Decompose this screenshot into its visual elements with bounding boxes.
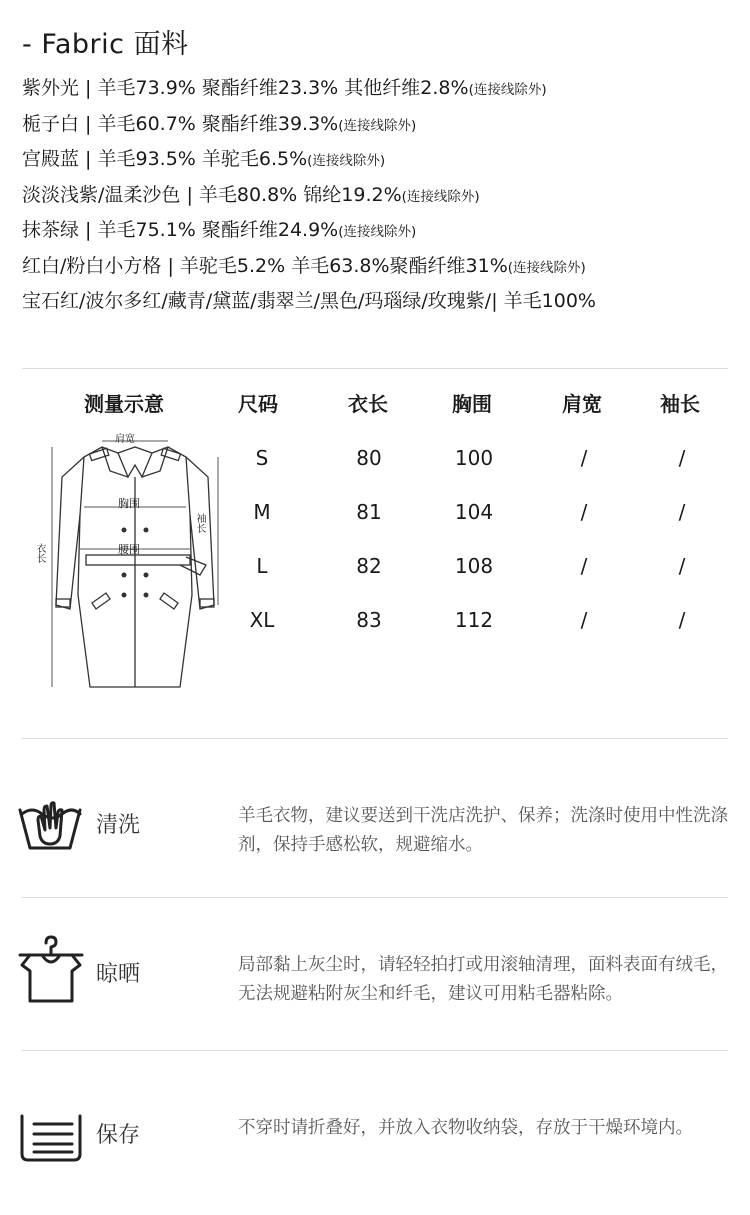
size-cell: L — [256, 554, 268, 578]
sleeve-cell: / — [678, 446, 686, 470]
length-cell: 83 — [356, 608, 382, 632]
divider — [22, 897, 728, 898]
hanging-dry-icon — [16, 935, 84, 1003]
coat-measurement-diagram — [34, 425, 225, 700]
care-label: 保存 — [96, 1123, 141, 1148]
length-cell: 81 — [356, 500, 382, 524]
shoulder-cell: / — [580, 500, 588, 524]
coat-outline-icon — [40, 425, 225, 700]
fabric-line: 宫殿蓝 | 羊毛93.5% 羊驼毛6.5%(连接线除外) — [22, 148, 386, 170]
header-sleeve: 袖长 — [660, 392, 700, 416]
chest-cell: 104 — [454, 500, 494, 524]
shoulder-cell: / — [580, 446, 588, 470]
fabric-line: 抹茶绿 | 羊毛75.1% 聚酯纤维24.9%(连接线除外) — [22, 219, 417, 241]
size-cell: M — [253, 500, 271, 524]
sleeve-cell: / — [678, 500, 686, 524]
diagram-label-chest: 胸围 — [118, 497, 140, 510]
fabric-line: 栀子白 | 羊毛60.7% 聚酯纤维39.3%(连接线除外) — [22, 112, 417, 135]
header-shoulder: 肩宽 — [562, 392, 602, 416]
care-text: 局部黏上灰尘时，请轻轻拍打或用滚轴清理，面料表面有绒毛，无法规避粘附灰尘和纤毛，建议可用粘毛器粘除。 — [238, 955, 728, 1004]
care-label: 清洗 — [96, 813, 141, 838]
chest-cell: 100 — [454, 446, 494, 470]
care-label: 晾晒 — [96, 962, 141, 987]
diagram-label-sleeve: 袖长 — [194, 513, 205, 533]
header-chest: 胸围 — [452, 392, 492, 416]
fabric-line: 淡淡浅紫/温柔沙色 | 羊毛80.8% 锦纶19.2%(连接线除外) — [22, 183, 480, 206]
page-title: - Fabric 面料 — [22, 29, 189, 60]
diagram-label-waist: 腰围 — [118, 543, 140, 556]
diagram-label-length: 衣长 — [34, 543, 45, 563]
storage-icon — [16, 1106, 84, 1174]
header-size: 尺码 — [238, 392, 278, 416]
fabric-line: 红白/粉白小方格 | 羊驼毛5.2% 羊毛63.8%聚酯纤维31%(连接线除外) — [22, 254, 586, 277]
size-cell: XL — [249, 608, 275, 632]
chest-cell: 108 — [454, 554, 494, 578]
fabric-line: 宝石红/波尔多红/藏青/黛蓝/翡翠兰/黑色/玛瑙绿/玫瑰紫/| 羊毛100% — [22, 290, 596, 312]
length-cell: 80 — [356, 446, 382, 470]
care-dry — [0, 935, 750, 1035]
divider — [22, 1050, 728, 1051]
care-store — [0, 1100, 750, 1200]
header-length: 衣长 — [348, 392, 388, 416]
sleeve-cell: / — [678, 608, 686, 632]
diagram-label-shoulder: 肩宽 — [115, 434, 135, 445]
hand-wash-icon — [16, 790, 84, 858]
fabric-list — [22, 72, 742, 319]
care-text: 羊毛衣物，建议要送到干洗店洗护、保养；洗涤时使用中性洗涤剂，保持手感松软，规避缩水。 — [238, 806, 728, 855]
divider — [22, 368, 728, 369]
sleeve-cell: / — [678, 554, 686, 578]
chest-cell: 112 — [454, 608, 494, 632]
care-text: 不穿时请折叠好，并放入衣物收纳袋，存放于干燥环境内。 — [238, 1118, 693, 1138]
shoulder-cell: / — [580, 608, 588, 632]
header-diagram: 测量示意 — [84, 392, 164, 416]
length-cell: 82 — [356, 554, 382, 578]
divider — [22, 738, 728, 739]
shoulder-cell: / — [580, 554, 588, 578]
care-wash — [0, 790, 750, 890]
size-cell: S — [255, 446, 269, 470]
fabric-line: 紫外光 | 羊毛73.9% 聚酯纤维23.3% 其他纤维2.8%(连接线除外) — [22, 77, 547, 99]
